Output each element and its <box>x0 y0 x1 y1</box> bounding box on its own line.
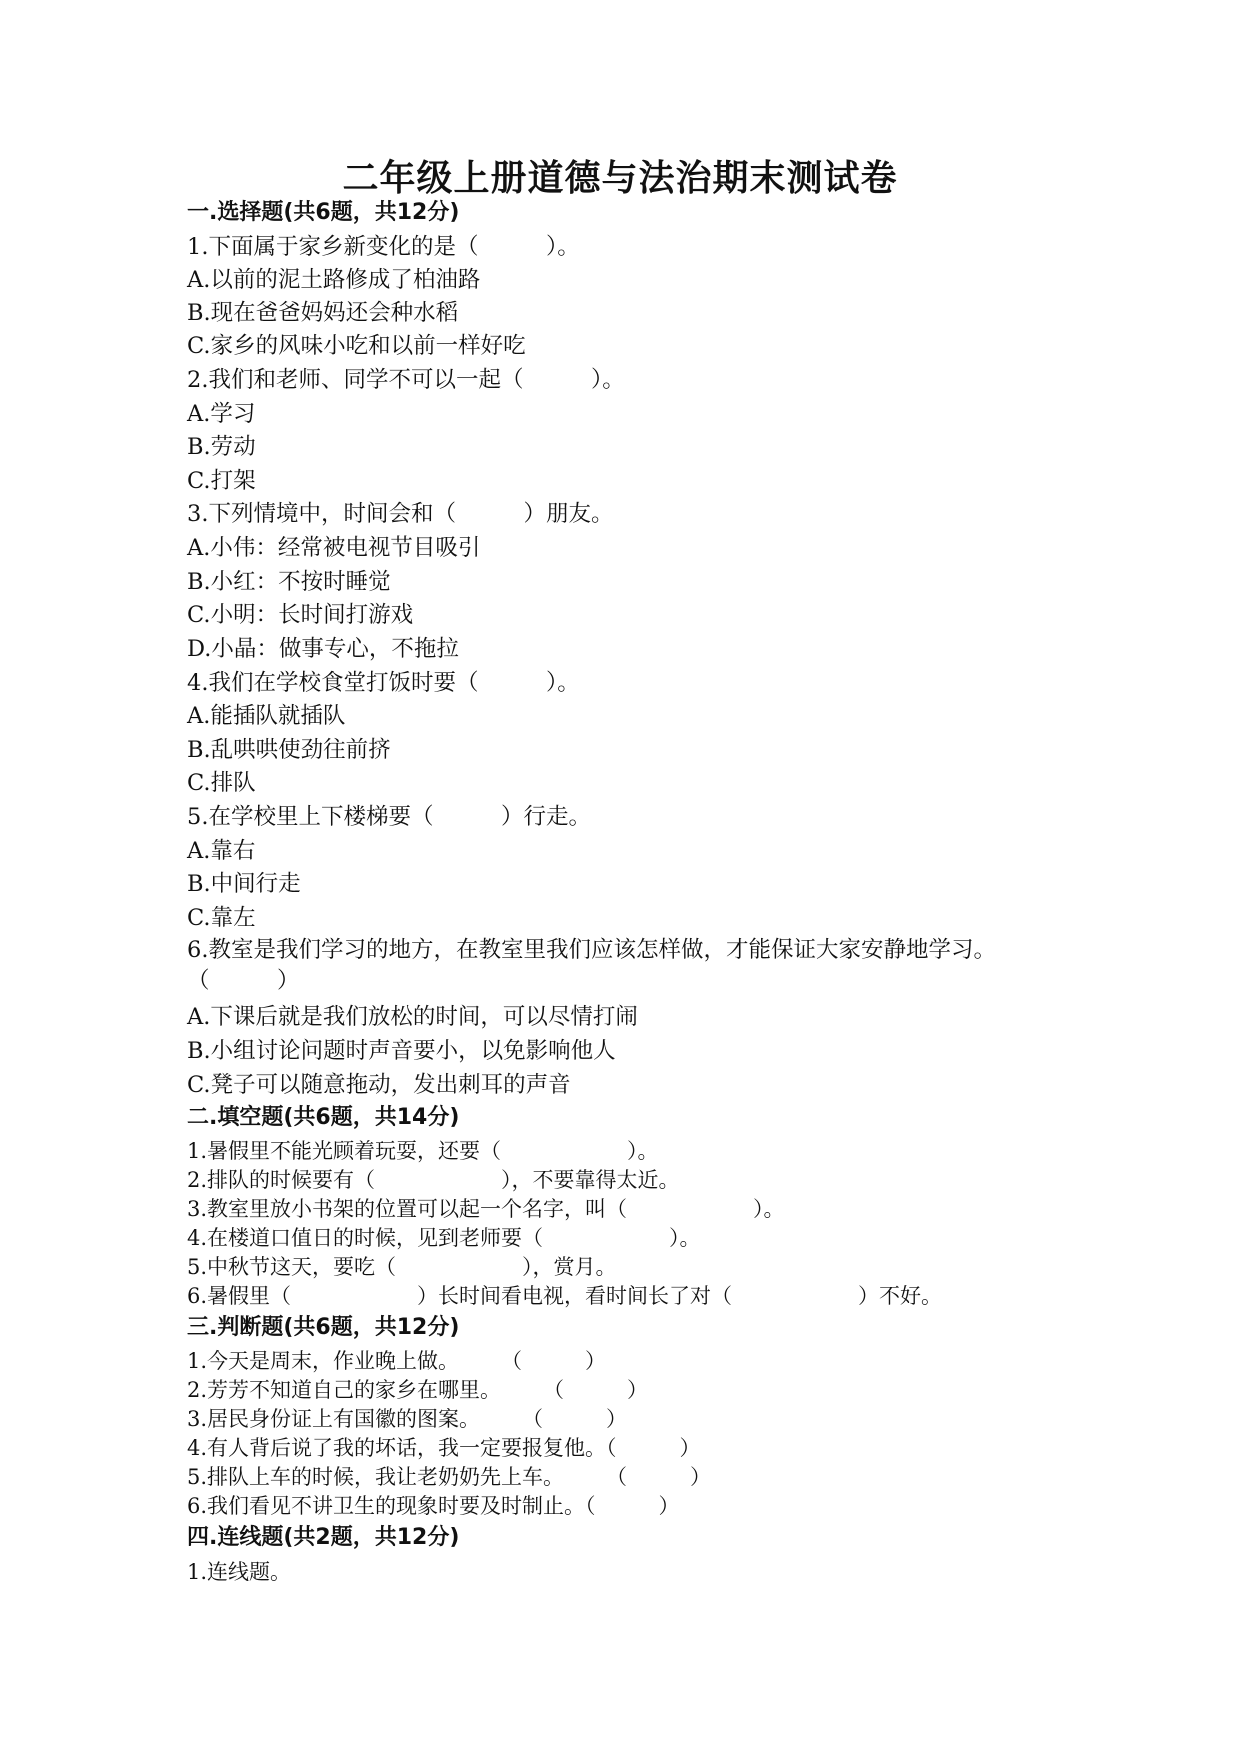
section-heading-fill: 二.填空题(共6题，共14分) <box>187 1105 460 1130</box>
fill-item: 1.暑假里不能光顾着玩耍，还要（ ）。 <box>187 1139 659 1163</box>
option-b: B.中间行走 <box>187 871 301 897</box>
match-item: 1.连线题。 <box>187 1560 292 1584</box>
judge-item: 6.我们看见不讲卫生的现象时要及时制止。（ ） <box>187 1494 680 1518</box>
option-a: A.下课后就是我们放松的时间，可以尽情打闹 <box>187 1004 638 1030</box>
page-title: 二年级上册道德与法治期末测试卷 <box>342 157 898 199</box>
fill-item: 5.中秋节这天，要吃（ ），赏月。 <box>187 1255 617 1279</box>
option-c: C.打架 <box>187 468 256 494</box>
option-c: C.家乡的风味小吃和以前一样好吃 <box>187 333 526 359</box>
question-stem: 5.在学校里上下楼梯要（ ）行走。 <box>187 804 591 830</box>
section-heading-match: 四.连线题(共2题，共12分) <box>187 1525 460 1550</box>
fill-item: 4.在楼道口值日的时候，见到老师要（ ）。 <box>187 1226 701 1250</box>
fill-item: 3.教室里放小书架的位置可以起一个名字，叫（ ）。 <box>187 1197 785 1221</box>
option-a: A.小伟：经常被电视节目吸引 <box>187 535 481 561</box>
option-a: A.学习 <box>187 401 256 427</box>
question-stem: 4.我们在学校食堂打饭时要（ ）。 <box>187 670 580 696</box>
fill-item: 2.排队的时候要有（ ），不要靠得太近。 <box>187 1168 680 1192</box>
option-b: B.小红：不按时睡觉 <box>187 569 391 595</box>
option-b: B.现在爸爸妈妈还会种水稻 <box>187 300 459 326</box>
option-c: C.凳子可以随意拖动，发出刺耳的声音 <box>187 1072 571 1098</box>
question-stem: 3.下列情境中，时间会和（ ）朋友。 <box>187 501 614 527</box>
option-a: A.靠右 <box>187 838 256 864</box>
section-heading-judge: 三.判断题(共6题，共12分) <box>187 1315 460 1340</box>
judge-item: 2.芳芳不知道自己的家乡在哪里。 （ ） <box>187 1378 649 1402</box>
section-heading-choice: 一.选择题(共6题，共12分) <box>187 200 460 225</box>
option-c: C.小明：长时间打游戏 <box>187 602 414 628</box>
option-b: B.劳动 <box>187 434 256 460</box>
fill-item: 6.暑假里（ ）长时间看电视，看时间长了对（ ）不好。 <box>187 1284 943 1308</box>
question-stem: 6.教室是我们学习的地方，在教室里我们应该怎样做，才能保证大家安静地学习。（ ） <box>187 937 996 994</box>
option-c: C.靠左 <box>187 905 256 931</box>
judge-item: 5.排队上车的时候，我让老奶奶先上车。 （ ） <box>187 1465 712 1489</box>
judge-item: 1.今天是周末，作业晚上做。 （ ） <box>187 1349 607 1373</box>
judge-item: 3.居民身份证上有国徽的图案。 （ ） <box>187 1407 628 1431</box>
question-stem: 2.我们和老师、同学不可以一起（ ）。 <box>187 367 625 393</box>
option-c: C.排队 <box>187 770 256 796</box>
judge-item: 4.有人背后说了我的坏话，我一定要报复他。（ ） <box>187 1436 701 1460</box>
question-stem: 1.下面属于家乡新变化的是（ ）。 <box>187 234 580 260</box>
option-b: B.小组讨论问题时声音要小，以免影响他人 <box>187 1038 616 1064</box>
option-a: A.能插队就插队 <box>187 703 346 729</box>
option-b: B.乱哄哄使劲往前挤 <box>187 737 391 763</box>
option-d: D.小晶：做事专心，不拖拉 <box>187 636 459 662</box>
option-a: A.以前的泥土路修成了柏油路 <box>187 267 481 293</box>
